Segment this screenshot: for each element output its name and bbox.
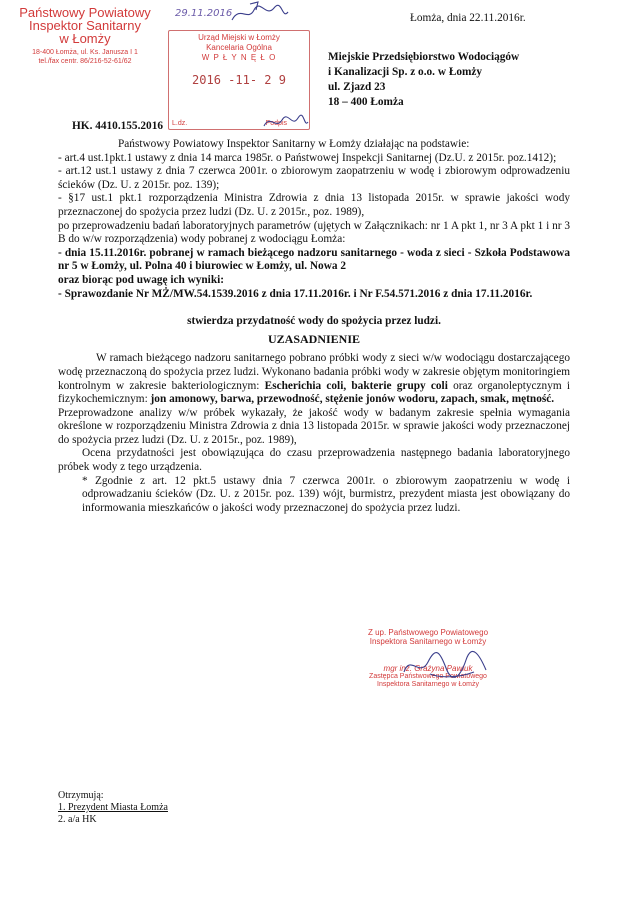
justification-heading: UZASADNIENIE — [267, 331, 361, 346]
recipient-address — [328, 50, 519, 110]
stamp-line-3: w Łomży — [59, 31, 111, 46]
stamp-line-2: Inspektor Sanitarny — [28, 18, 141, 33]
signature-stamp-line-1: Z up. Państwowego Powiatowego — [367, 628, 489, 637]
distribution-item-2: 2. a/a HK — [58, 814, 97, 825]
sampling-paragraph: - dnia 15.11.2016r. pobranej w ramach bieżącego nadzoru sanitarnego - woda z sieci - Szkoła Podstawowa nr 5 w Łomży, ul. Polna 40 i biurowiec w Łomży, ul. Nowa 2 — [58, 246, 570, 273]
signature-stamp-line-4: Zastępca Państwowego Powiatowego — [369, 673, 487, 680]
justification-paragraph-3: Ocena przydatności jest obowiązująca do czasu przeprowadzenia następnego badania laboratoryjnego próbek wody z tego urządzenia. — [58, 447, 570, 474]
handwritten-signature-stamp — [262, 112, 310, 134]
intro-paragraph: Państwowy Powiatowy Inspektor Sanitarny w Łomży działając na podstawie: — [118, 138, 470, 150]
handwritten-signature-top — [230, 0, 290, 28]
decision-statement: stwierdza przydatność wody do spożycia przez ludzi. — [187, 315, 441, 328]
lab-tests-paragraph: po przeprowadzeniu badań laboratoryjnych parametrów (ujętych w Załącznikach: nr 1 A pkt 1, nr 3 A pkt 1 i nr 3 B do w/w rozporządzenia) wody pobranej z wodociągu Łomża: — [58, 219, 570, 246]
report-reference: - Sprawozdanie Nr MŻ/MW.54.1539.2016 z dnia 17.11.2016r. i Nr F.54.571.2016 z dnia 17.11.2016r. — [58, 287, 533, 300]
legal-basis-1: - art.4 ust.1pkt.1 ustawy z dnia 14 marca 1985r. o Państwowej Inspekcji Sanitarnej (Dz.U. z 2015r. poz.1412); — [58, 151, 557, 164]
received-stamp-line-2: Kancelaria Ogólna — [206, 43, 272, 52]
stamp-line-4: 18-400 Łomża, ul. Ks. Janusza I 1 — [32, 49, 138, 56]
stamp-line-1: Państwowy Powiatowy — [19, 5, 151, 20]
justification-paragraph-2: Przeprowadzone analizy w/w próbek wykazały, że jakość wody w badanym zakresie spełnia wymagania określone w rozporządzeniu Ministra Zdrowia z dnia 13 listopada 2015r. w sprawie jakości wody przeznaczonej do spożycia przez ludzi (Dz. U. z 2015r., poz. 1989), — [58, 406, 570, 446]
legal-basis-3: - §17 ust.1 pkt.1 rozporządzenia Ministra Zdrowia z dnia 13 listopada 2015r. w sprawie jakości wody przeznaczonej do spożycia przez ludzi (Dz. U. z 2015r., poz. 1989), — [58, 192, 570, 218]
recipient-line-4: 18 – 400 Łomża — [328, 96, 404, 108]
received-stamp-line-3: W P Ł Y N Ę Ł O — [201, 53, 277, 62]
recipient-line-1: Miejskie Przedsiębiorstwo Wodociągów — [328, 51, 520, 63]
received-stamp-footer-right: Podpis — [265, 120, 287, 127]
received-stamp-footer-left: L.dz. — [172, 120, 188, 127]
justification-text-a: W ramach bieżącego nadzoru sanitarnego pobrano próbki wody z sieci w/w wodociągu dostarczającego wodę przeznaczoną do spożycia przez ludzi. Wykonano badania próbki wody w zakresie objętym monitoringiem kontrolnym w zakresie bakteriologicznym: — [58, 352, 570, 392]
handwritten-signature-bottom — [400, 648, 490, 684]
handwritten-date: 29.11.2016 — [175, 8, 233, 19]
justification-paragraph-4: * Zgodnie z art. 12 pkt.5 ustawy dnia 7 czerwca 2001r. o zbiorowym zaopatrzeniu w wodę i odprowadzaniu ścieków (Dz. U. z 2015r. poz. 139) wójt, burmistrz, prezydent miasta jest obowiązany do informowania mieszkańców o jakości wody przeznaczonej do spożycia przez ludzi. — [82, 474, 570, 514]
recipient-line-3: ul. Zjazd 23 — [328, 81, 386, 93]
distribution-label: Otrzymują: — [58, 790, 104, 801]
distribution-item-1: 1. Prezydent Miasta Łomża — [58, 802, 168, 813]
stamp-line-5: tel./fax centr. 86/216-52-61/62 — [38, 58, 132, 65]
distribution-list — [58, 790, 168, 826]
reference-number: HK. 4410.155.2016 — [72, 120, 164, 132]
physicochemical-params: jon amonowy, barwa, przewodność, stężenie jonów wodoru, zapach, smak, mętność. — [150, 393, 555, 406]
legal-basis-2: - art.12 ust.1 ustawy z dnia 7 czerwca 2001r. o zbiorowym zaopatrzeniu w wodę i zbiorowym odprowadzeniu ścieków (Dz. U. z 2015r. poz. 139); — [58, 165, 570, 191]
received-stamp-date: 2016 -11- 2 9 — [192, 73, 286, 87]
signature-stamp-line-3: mgr inż. Grażyna Pawluk — [383, 664, 473, 673]
results-intro: oraz biorąc pod uwagę ich wyniki: — [58, 273, 225, 286]
place-date: Łomża, dnia 22.11.2016r. — [410, 12, 526, 24]
received-stamp-line-1: Urząd Miejski w Łomży — [198, 33, 280, 42]
document-body — [58, 138, 570, 515]
justification-paragraph-1 — [58, 352, 570, 406]
bacteriological-params: Escherichia coli, bakterie grupy coli — [264, 379, 448, 392]
signature-stamp-line-5: Inspektora Sanitarnego w Łomży — [377, 681, 479, 688]
inspector-stamp — [10, 6, 160, 66]
signature-stamp-line-2: Inspektora Sanitarnego w Łomży — [369, 637, 487, 646]
justification-text-c: oraz organoleptycznym i fizykochemicznym: — [58, 379, 570, 406]
recipient-line-2: i Kanalizacji Sp. z o.o. w Łomży — [328, 66, 483, 78]
